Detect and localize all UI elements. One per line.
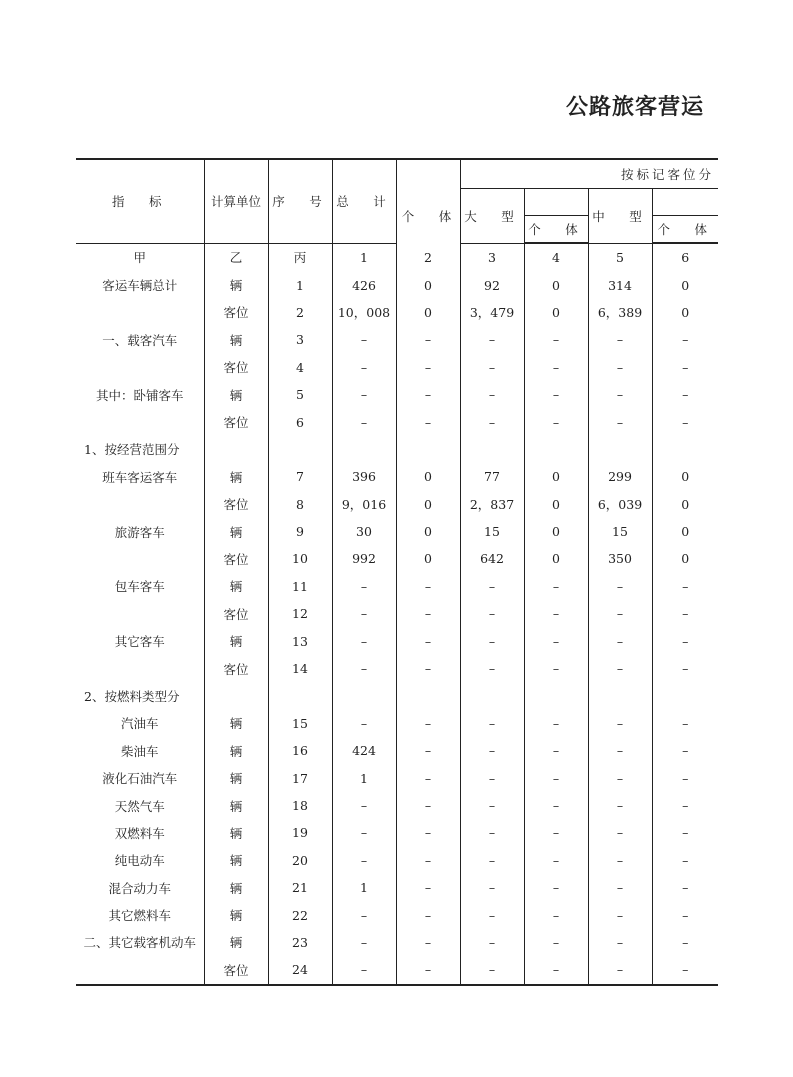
- table-row: [76, 381, 718, 408]
- cell-c6: –: [652, 792, 718, 819]
- cell-unit: 辆: [204, 764, 268, 791]
- cell-c2: –: [396, 764, 460, 791]
- table-row: [76, 271, 718, 298]
- cell-c2: 0: [396, 271, 460, 298]
- cell-c4: 0: [524, 299, 588, 326]
- cell-c5: 314: [588, 271, 652, 298]
- cell-c5: –: [588, 874, 652, 901]
- cell-seq: 18: [268, 792, 332, 819]
- cell-seq: [268, 682, 332, 709]
- cell-c5: –: [588, 737, 652, 764]
- cell-c6: –: [652, 600, 718, 627]
- cell-c2: [396, 436, 460, 463]
- cell-c3: –: [460, 792, 524, 819]
- cell-c3: –: [460, 764, 524, 791]
- cell-name: 1、按经营范围分: [84, 442, 180, 458]
- cell-c4: [524, 682, 588, 709]
- cell-c2: –: [396, 737, 460, 764]
- cell-c5: –: [588, 354, 652, 381]
- cell-c3: –: [460, 354, 524, 381]
- cell-c6: –: [652, 354, 718, 381]
- cell-c5: –: [588, 627, 652, 654]
- cell-c2: –: [396, 354, 460, 381]
- cell-c5: 299: [588, 463, 652, 490]
- cell-c5: 350: [588, 545, 652, 572]
- cell-c1: [332, 436, 396, 463]
- cell-c6: –: [652, 764, 718, 791]
- cell-c5: –: [588, 901, 652, 928]
- cell-unit: 客位: [204, 408, 268, 435]
- table-row: [76, 847, 718, 874]
- cell-seq: 4: [268, 354, 332, 381]
- cell-c6: –: [652, 710, 718, 737]
- table-row: [76, 682, 718, 709]
- cell-c2: –: [396, 901, 460, 928]
- cell-c2: –: [396, 929, 460, 956]
- cell-c3: –: [460, 819, 524, 846]
- cell-name: 其它客车: [114, 634, 165, 650]
- cell-seq: 7: [268, 463, 332, 490]
- cell-name: 包车客车: [114, 579, 165, 595]
- header-medium: 中 型: [588, 189, 652, 244]
- cell-seq: 20: [268, 847, 332, 874]
- cell-c5: –: [588, 710, 652, 737]
- header-large: 大 型: [460, 189, 524, 244]
- cell-unit: 辆: [204, 326, 268, 353]
- cell-unit: 辆: [204, 573, 268, 600]
- cell-seq: 9: [268, 518, 332, 545]
- cell-c2: –: [396, 956, 460, 984]
- cell-name: 班车客运客车: [102, 469, 178, 485]
- header-seq: 序 号: [268, 159, 332, 243]
- cell-unit: 辆: [204, 819, 268, 846]
- cell-c3: 92: [460, 271, 524, 298]
- cell-c3: –: [460, 573, 524, 600]
- cell-c4: –: [524, 792, 588, 819]
- table-row: [76, 518, 718, 545]
- cell-c2: –: [396, 655, 460, 682]
- cell-c3: –: [460, 737, 524, 764]
- cell-c1: –: [332, 326, 396, 353]
- cell-name: 其中：卧铺客车: [95, 387, 184, 403]
- cell-c2: 0: [396, 299, 460, 326]
- header-medium-individual: 个 体: [652, 216, 718, 244]
- cell-c1: –: [332, 819, 396, 846]
- cell-c3: 2，837: [460, 491, 524, 518]
- cell-unit: 客位: [204, 491, 268, 518]
- cell-unit: 客位: [204, 600, 268, 627]
- cell-name: 二、其它载客机动车: [83, 935, 196, 951]
- cell-name: 其它燃料车: [108, 908, 171, 924]
- table-row: [76, 792, 718, 819]
- cell-c6: –: [652, 627, 718, 654]
- cell-c6: –: [652, 929, 718, 956]
- cell-name: 2、按燃料类型分: [84, 688, 180, 704]
- cell-c2: –: [396, 847, 460, 874]
- cell-seq: 23: [268, 929, 332, 956]
- cell-c1: –: [332, 929, 396, 956]
- cell-c1: 426: [332, 271, 396, 298]
- cell-c4: –: [524, 600, 588, 627]
- cell-c4: –: [524, 710, 588, 737]
- cell-seq: 6: [268, 408, 332, 435]
- cell-c3: –: [460, 627, 524, 654]
- cell-c4: –: [524, 326, 588, 353]
- cell-c4: 0: [524, 491, 588, 518]
- cell-c1: [332, 682, 396, 709]
- cell-unit: 客位: [204, 354, 268, 381]
- cell-c1: –: [332, 381, 396, 408]
- cell-seq: 16: [268, 737, 332, 764]
- cell-c4: –: [524, 956, 588, 984]
- cell-c1: 1: [332, 764, 396, 791]
- cell-c6: –: [652, 573, 718, 600]
- cell-name: 液化石油汽车: [102, 771, 178, 787]
- cell-c1: 1: [332, 243, 396, 271]
- cell-c2: 2: [396, 243, 460, 271]
- header-large-individual: 个 体: [524, 216, 588, 244]
- cell-c1: –: [332, 901, 396, 928]
- cell-unit: 客位: [204, 545, 268, 572]
- table-row: [76, 956, 718, 984]
- cell-c3: [460, 436, 524, 463]
- cell-unit: 辆: [204, 929, 268, 956]
- cell-c3: –: [460, 408, 524, 435]
- cell-c4: –: [524, 847, 588, 874]
- header-indicator: 指 标: [76, 159, 204, 243]
- cell-unit: 辆: [204, 271, 268, 298]
- cell-seq: 1: [268, 271, 332, 298]
- table-row: [76, 436, 718, 463]
- cell-c2: 0: [396, 545, 460, 572]
- header-blank: [396, 159, 460, 243]
- cell-c3: –: [460, 326, 524, 353]
- cell-c1: –: [332, 655, 396, 682]
- cell-c3: –: [460, 710, 524, 737]
- cell-unit: 辆: [204, 381, 268, 408]
- cell-c1: 424: [332, 737, 396, 764]
- cell-c6: –: [652, 326, 718, 353]
- table-row: [76, 764, 718, 791]
- cell-c5: 6，389: [588, 299, 652, 326]
- cell-c1: 992: [332, 545, 396, 572]
- cell-c5: –: [588, 819, 652, 846]
- cell-c2: –: [396, 326, 460, 353]
- cell-c3: 642: [460, 545, 524, 572]
- cell-name: [76, 655, 204, 682]
- cell-c2: –: [396, 573, 460, 600]
- cell-c5: –: [588, 573, 652, 600]
- cell-c1: –: [332, 956, 396, 984]
- cell-c6: –: [652, 381, 718, 408]
- cell-c6: 0: [652, 299, 718, 326]
- cell-c4: –: [524, 874, 588, 901]
- table-row: [76, 737, 718, 764]
- cell-c6: –: [652, 874, 718, 901]
- cell-name: 旅游客车: [114, 524, 165, 540]
- cell-c6: 0: [652, 518, 718, 545]
- cell-unit: 客位: [204, 299, 268, 326]
- cell-unit: 辆: [204, 874, 268, 901]
- table-row: [76, 901, 718, 928]
- table-row: [76, 326, 718, 353]
- cell-c3: 15: [460, 518, 524, 545]
- table-row: [76, 573, 718, 600]
- cell-unit: 辆: [204, 901, 268, 928]
- cell-unit: 乙: [204, 243, 268, 271]
- cell-c3: –: [460, 929, 524, 956]
- cell-c4: 0: [524, 545, 588, 572]
- header-unit: 计算单位: [204, 159, 268, 243]
- cell-c5: –: [588, 408, 652, 435]
- cell-c3: –: [460, 655, 524, 682]
- cell-c2: –: [396, 408, 460, 435]
- table-row: [76, 491, 718, 518]
- cell-c4: –: [524, 408, 588, 435]
- page-title: 公路旅客营运: [566, 94, 705, 120]
- cell-c2: –: [396, 627, 460, 654]
- cell-c6: –: [652, 737, 718, 764]
- cell-unit: 辆: [204, 518, 268, 545]
- cell-c6: [652, 436, 718, 463]
- cell-seq: 17: [268, 764, 332, 791]
- cell-c4: [524, 436, 588, 463]
- cell-name: 一、载客汽车: [102, 332, 178, 348]
- cell-c6: –: [652, 901, 718, 928]
- cell-seq: 11: [268, 573, 332, 600]
- cell-seq: [268, 436, 332, 463]
- cell-c4: –: [524, 573, 588, 600]
- cell-unit: 客位: [204, 956, 268, 984]
- cell-c4: –: [524, 354, 588, 381]
- cell-c3: –: [460, 847, 524, 874]
- cell-seq: 14: [268, 655, 332, 682]
- cell-c6: 0: [652, 463, 718, 490]
- cell-c3: 3，479: [460, 299, 524, 326]
- table-row: [76, 929, 718, 956]
- cell-c5: 5: [588, 243, 652, 271]
- cell-c2: 0: [396, 518, 460, 545]
- header-blank-medium-ind: [652, 189, 718, 216]
- cell-name: [76, 408, 204, 435]
- cell-c4: 0: [524, 518, 588, 545]
- cell-c3: –: [460, 874, 524, 901]
- cell-c4: –: [524, 901, 588, 928]
- cell-c2: –: [396, 710, 460, 737]
- cell-c1: 9，016: [332, 491, 396, 518]
- cell-seq: 15: [268, 710, 332, 737]
- cell-name: [76, 600, 204, 627]
- cell-c6: 6: [652, 243, 718, 271]
- cell-c4: –: [524, 627, 588, 654]
- cell-c1: –: [332, 710, 396, 737]
- cell-c4: –: [524, 381, 588, 408]
- cell-c5: –: [588, 956, 652, 984]
- cell-name: 客运车辆总计: [102, 278, 178, 294]
- cell-c5: –: [588, 381, 652, 408]
- cell-c1: –: [332, 408, 396, 435]
- cell-name: 纯电动车: [114, 853, 165, 869]
- table-body: [76, 243, 718, 985]
- cell-seq: 22: [268, 901, 332, 928]
- table-row: [76, 655, 718, 682]
- cell-seq: 24: [268, 956, 332, 984]
- statistics-table: [76, 158, 718, 986]
- cell-c4: 4: [524, 243, 588, 271]
- cell-unit: [204, 436, 268, 463]
- cell-c3: –: [460, 956, 524, 984]
- cell-name: [76, 956, 204, 984]
- table-row: [76, 354, 718, 381]
- cell-seq: 5: [268, 381, 332, 408]
- cell-name: [76, 354, 204, 381]
- cell-seq: 2: [268, 299, 332, 326]
- cell-c6: 0: [652, 491, 718, 518]
- cell-seq: 8: [268, 491, 332, 518]
- cell-c1: 396: [332, 463, 396, 490]
- cell-unit: 辆: [204, 463, 268, 490]
- cell-c2: –: [396, 792, 460, 819]
- cell-seq: 19: [268, 819, 332, 846]
- cell-seq: 13: [268, 627, 332, 654]
- cell-c4: 0: [524, 271, 588, 298]
- cell-c5: –: [588, 792, 652, 819]
- table-row: [76, 243, 718, 271]
- cell-c5: –: [588, 600, 652, 627]
- cell-seq: 12: [268, 600, 332, 627]
- cell-name: 混合动力车: [108, 880, 171, 896]
- cell-name: 天然气车: [114, 798, 165, 814]
- cell-c5: –: [588, 764, 652, 791]
- cell-unit: 辆: [204, 710, 268, 737]
- cell-c2: [396, 682, 460, 709]
- cell-c3: –: [460, 901, 524, 928]
- cell-name: [76, 299, 204, 326]
- table-row: [76, 463, 718, 490]
- cell-unit: [204, 682, 268, 709]
- table-row: [76, 408, 718, 435]
- cell-c2: –: [396, 819, 460, 846]
- cell-unit: 辆: [204, 792, 268, 819]
- cell-c3: –: [460, 381, 524, 408]
- table-row: [76, 627, 718, 654]
- cell-c1: –: [332, 354, 396, 381]
- cell-c5: –: [588, 847, 652, 874]
- cell-c5: 15: [588, 518, 652, 545]
- table-row: [76, 874, 718, 901]
- cell-c4: –: [524, 929, 588, 956]
- cell-c4: –: [524, 764, 588, 791]
- table-row: [76, 819, 718, 846]
- cell-c1: 1: [332, 874, 396, 901]
- cell-c2: –: [396, 874, 460, 901]
- cell-seq: 21: [268, 874, 332, 901]
- cell-unit: 辆: [204, 737, 268, 764]
- cell-name: 汽油车: [120, 716, 159, 732]
- cell-c5: –: [588, 929, 652, 956]
- cell-c3: 77: [460, 463, 524, 490]
- table-row: [76, 710, 718, 737]
- table-row: [76, 299, 718, 326]
- cell-c4: 0: [524, 463, 588, 490]
- cell-c6: [652, 682, 718, 709]
- cell-c6: –: [652, 956, 718, 984]
- cell-name: [76, 545, 204, 572]
- cell-c5: [588, 436, 652, 463]
- cell-c6: 0: [652, 271, 718, 298]
- cell-c1: –: [332, 573, 396, 600]
- header-total-individual: 个 体: [401, 209, 458, 224]
- cell-c5: –: [588, 655, 652, 682]
- cell-c6: 0: [652, 545, 718, 572]
- cell-c1: 10，008: [332, 299, 396, 326]
- cell-unit: 辆: [204, 847, 268, 874]
- cell-c1: –: [332, 847, 396, 874]
- cell-c1: –: [332, 792, 396, 819]
- cell-c1: –: [332, 627, 396, 654]
- cell-c6: –: [652, 408, 718, 435]
- cell-c5: [588, 682, 652, 709]
- cell-c1: –: [332, 600, 396, 627]
- header-blank-large-ind: [524, 189, 588, 216]
- cell-c4: –: [524, 655, 588, 682]
- cell-unit: 客位: [204, 655, 268, 682]
- table-row: [76, 545, 718, 572]
- cell-seq: 3: [268, 326, 332, 353]
- table-row: [76, 600, 718, 627]
- cell-name: 柴油车: [120, 743, 159, 759]
- cell-c5: –: [588, 326, 652, 353]
- cell-seq: 丙: [268, 243, 332, 271]
- cell-c6: –: [652, 819, 718, 846]
- cell-c5: 6，039: [588, 491, 652, 518]
- header-total: 总 计: [332, 159, 396, 243]
- cell-c4: –: [524, 737, 588, 764]
- cell-name: 甲: [133, 250, 146, 266]
- cell-c3: 3: [460, 243, 524, 271]
- cell-c2: 0: [396, 491, 460, 518]
- cell-c6: –: [652, 847, 718, 874]
- cell-c3: –: [460, 600, 524, 627]
- cell-c2: 0: [396, 463, 460, 490]
- cell-name: [76, 491, 204, 518]
- cell-c3: [460, 682, 524, 709]
- header-group: 按标记客位分: [460, 159, 718, 189]
- cell-seq: 10: [268, 545, 332, 572]
- cell-c1: 30: [332, 518, 396, 545]
- cell-unit: 辆: [204, 627, 268, 654]
- cell-c4: –: [524, 819, 588, 846]
- cell-name: 双燃料车: [114, 825, 165, 841]
- cell-c2: –: [396, 381, 460, 408]
- cell-c6: –: [652, 655, 718, 682]
- cell-c2: –: [396, 600, 460, 627]
